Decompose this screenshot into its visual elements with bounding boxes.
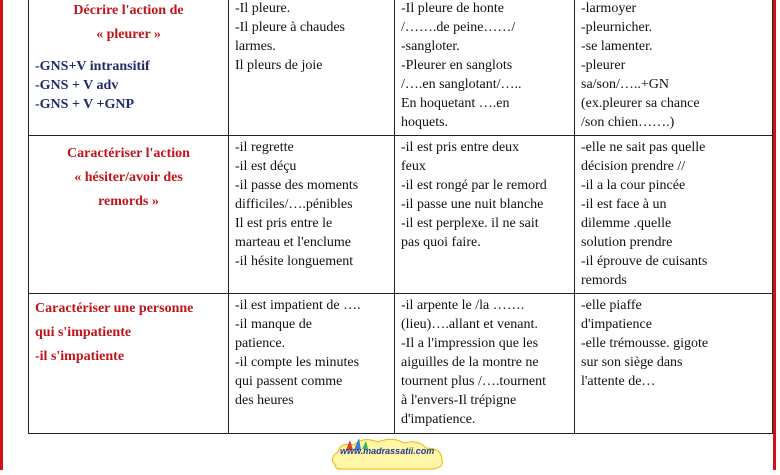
expression-line: hoquets.	[401, 115, 449, 130]
expression-line: -Il pleure à chaudes	[235, 20, 345, 35]
expression-line: patience.	[235, 336, 286, 351]
grammar-line: -GNS + V adv	[35, 78, 119, 93]
table-row	[29, 294, 773, 434]
expression-line: -il est impatient de ….	[235, 298, 361, 313]
notion-title-line: « hésiter/avoir des	[74, 170, 183, 185]
expression-line: des heures	[235, 393, 294, 408]
expression-line: -il a la cour pincée	[581, 178, 686, 193]
expression-line: -larmoyer	[581, 1, 637, 16]
expression-cell	[575, 0, 773, 136]
table-row	[29, 136, 773, 294]
grammar-line: -GNS + V +GNP	[35, 97, 135, 112]
expression-line: -il éprouve de cuisants	[581, 254, 708, 269]
expression-line: -il regrette	[235, 140, 294, 155]
site-logo	[326, 436, 456, 470]
expression-line: -Il pleure.	[235, 1, 291, 16]
expression-line: (lieu)….allant et venant.	[401, 317, 538, 332]
expression-line: -il est déçu	[235, 159, 297, 174]
expression-line: /son chien…….)	[581, 115, 675, 130]
notion-title-line: remords »	[98, 194, 159, 209]
expression-line: solution prendre	[581, 235, 673, 250]
expression-line: aiguilles de la montre ne	[401, 355, 539, 370]
expression-cell	[229, 0, 395, 136]
expression-line: tournent plus /….tournent	[401, 374, 547, 389]
expression-cell	[395, 294, 575, 434]
expression-line: -il est perplexe. il ne sait	[401, 216, 539, 231]
expression-line: sur son siège dans	[581, 355, 683, 370]
expression-line: -il est rongé par le remord	[401, 178, 547, 193]
expression-line: -pleurnicher.	[581, 20, 653, 35]
expression-line: -il est pris entre deux	[401, 140, 520, 155]
expression-line: marteau et l'enclume	[235, 235, 352, 250]
expression-line: -il compte les minutes	[235, 355, 360, 370]
expression-line: feux	[401, 159, 426, 174]
expression-line: -Il pleure de honte	[401, 1, 505, 16]
expression-line: -sangloter.	[401, 39, 460, 54]
expression-line: remords	[581, 273, 627, 288]
notion-title-line: qui s'impatiente	[35, 325, 132, 340]
expression-line: d'impatience.	[401, 412, 476, 427]
notion-cell	[29, 136, 229, 294]
expression-line: -il est face à un	[581, 197, 667, 212]
expression-line: /….en sanglotant/…..	[401, 77, 522, 92]
expression-line: -il passe une nuit blanche	[401, 197, 544, 212]
table-row	[29, 0, 773, 136]
expression-line: -elle trémousse. gigote	[581, 336, 709, 351]
expression-cell	[229, 294, 395, 434]
expression-cell	[395, 0, 575, 136]
expression-line: -Pleurer en sanglots	[401, 58, 513, 73]
expression-line: -pleurer	[581, 58, 626, 73]
expression-cell	[395, 136, 575, 294]
site-url: www.madrassatii.com	[340, 446, 435, 456]
expression-line: dilemme .quelle	[581, 216, 672, 231]
expression-cell	[575, 294, 773, 434]
expression-line: qui passent comme	[235, 374, 343, 389]
expression-line: l'attente de…	[581, 374, 656, 389]
expression-line: En hoquetant ….en	[401, 96, 510, 111]
expression-cell	[229, 136, 395, 294]
notion-title-line: « pleurer »	[96, 27, 161, 42]
expression-line: Il pleurs de joie	[235, 58, 323, 73]
expression-line: d'impatience	[581, 317, 652, 332]
expression-line: -Il a l'impression que les	[401, 336, 539, 351]
expression-line: -il passe des moments	[235, 178, 359, 193]
expression-line: pas quoi faire.	[401, 235, 481, 250]
expression-line: -il manque de	[235, 317, 312, 332]
expression-line: /…….de peine……/	[401, 20, 516, 35]
expression-line: sa/son/…..+GN	[581, 77, 670, 92]
notion-title-line: Caractériser une personne	[35, 301, 194, 316]
notion-cell	[29, 294, 229, 434]
expression-line: -elle piaffe	[581, 298, 642, 313]
expression-line: (ex.pleurer sa chance	[581, 96, 700, 111]
expression-cell	[575, 136, 773, 294]
grammar-line: -GNS+V intransitif	[35, 59, 150, 74]
expression-line: décision prendre //	[581, 159, 686, 174]
expression-line: Il est pris entre le	[235, 216, 333, 231]
expression-table	[28, 0, 773, 434]
expression-line: -elle ne sait pas quelle	[581, 140, 706, 155]
notion-title-line: Caractériser l'action	[67, 146, 190, 161]
expression-line: -se lamenter.	[581, 39, 653, 54]
notion-cell	[29, 0, 229, 136]
expression-line: -il hésite longuement	[235, 254, 354, 269]
expression-line: à l'envers-Il trépigne	[401, 393, 517, 408]
expression-line: difficiles/….pénibles	[235, 197, 353, 212]
notion-title-line: -il s'impatiente	[35, 349, 125, 364]
notion-title-line: Décrire l'action de	[73, 3, 184, 18]
expression-line: larmes.	[235, 39, 276, 54]
expression-line: -il arpente le /la …….	[401, 298, 525, 313]
